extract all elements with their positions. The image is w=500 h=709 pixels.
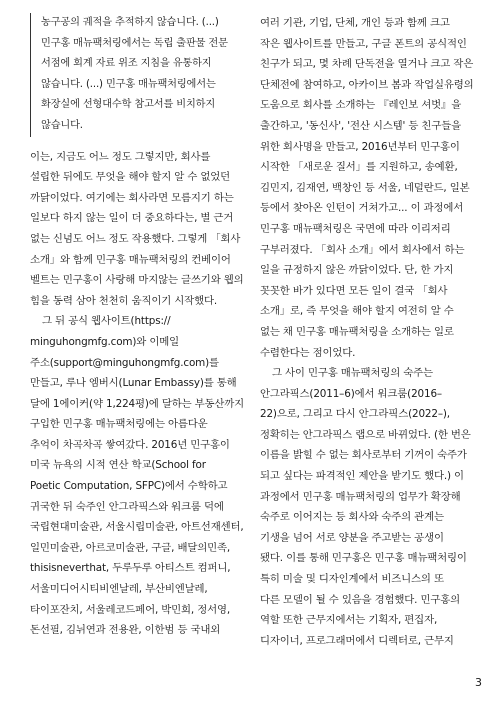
text-line: thisisneverthat, 두루두루 아티스트 컴퍼니, [30,562,231,575]
text-line: 국립현대미술관, 서울시립미술관, 아트선재센터, [30,521,244,534]
text-line: 숙주로 이어지는 등 회사와 숙주의 관계는 [260,511,444,524]
text-line: 정확히는 안그라픽스 랩으로 바뀌었다. (한 번은 [260,428,471,441]
text-line: 설립한 뒤에도 무엇을 해야 할지 알 수 없었던 [30,171,231,184]
text-line: 벨트는 민구홍이 사랑해 마지않는 글쓰기와 웹의 [30,274,244,287]
text-line: 않습니다. (...) 민구홍 매뉴팩처링에서는 [41,78,216,90]
text-line: 과정에서 민구홍 매뉴팩처링의 업무가 확장해 [260,490,461,503]
text-line: 여러 기관, 기업, 단체, 개인 등과 함께 크고 [260,17,450,29]
text-line: 추억이 차곡차곡 쌓여갔다. 2016년 민구홍이 [30,438,230,451]
text-line: 특히 미술 및 디자인계에서 비즈니스의 또 [260,573,444,586]
right-paragraph-2 [260,363,480,651]
text-line: 수렴한다는 점이었다. [260,346,356,359]
text-line: 서점에 회계 자료 위조 지침을 유통하지 [41,58,212,70]
text-line: 그 뒤 공식 웹사이트(https:// [42,315,171,328]
text-line: 구입한 민구홍 매뉴팩처링에는 아름다운 [30,418,208,431]
text-line: 위한 회사명을 만들고, 2016년부터 민구홍이 [260,140,460,153]
text-line: 디자이너, 프로그래머에서 디렉터로, 근무지 [260,634,454,647]
text-line: 김민지, 김재연, 백창인 등 서울, 네덜란드, 일본 [260,181,470,194]
block-quote [30,13,250,137]
left-paragraph-1 [30,147,250,312]
text-line: 민구홍 매뉴팩처링은 국면에 따라 이리저리 [260,222,451,235]
text-line: 단체전에 참여하고, 아카이브 봄과 작업실유령의 [260,78,474,91]
text-line: 등에서 찾아온 인턴이 거쳐가고... 이 과정에서 [260,202,464,215]
text-line: 작은 웹사이트를 만들고, 구글 폰트의 공식적인 [260,37,467,50]
left-column [30,13,250,641]
text-line: 이름을 밝힐 수 없는 회사로부터 기꺼이 숙주가 [260,449,467,462]
text-line: 달에 1에이커(약 1,224평)에 달하는 부동산까지 [30,397,245,410]
right-paragraph-1 [260,13,480,363]
text-line: 소개」와 함께 민구홍 매뉴팩처링의 컨베이어 [30,253,231,266]
text-line: 소개」로, 즉 무엇을 해야 할지 여전히 알 수 [260,305,454,318]
left-paragraph-2 [30,311,250,641]
text-line: 일보다 하지 않는 일이 더 중요하다는, 별 근거 [30,212,234,225]
text-line: 화장실에 선형대수학 참고서를 비치하지 [41,99,216,111]
text-line: 출간하고, '동신사', '전산 시스템' 등 친구들을 [260,119,461,132]
text-line: 친구가 되고, 몇 차례 단독전을 열거나 크고 작은 [260,58,474,71]
text-line: 됐다. 이를 통해 민구홍은 민구홍 매뉴팩처링이 [260,552,467,565]
text-line: 일을 규정하지 않은 까닭이었다. 단, 한 가지 [260,264,454,277]
text-line: 이는, 지금도 어느 정도 그렇지만, 회사를 [30,150,211,163]
right-column [260,13,480,651]
text-line: 서울미디어시티비엔날레, 부산비엔날레, [30,583,208,596]
text-line: 22)으로, 그리고 다시 안그라픽스(2022–), [260,408,450,421]
text-line: 되고 싶다는 파격적인 제안을 받기도 했다.) 이 [260,470,464,483]
text-line: 미국 뉴욕의 시적 연산 학교(School for [30,459,206,472]
text-line: 일민미술관, 아르코미술관, 구글, 배달의민족, [30,541,231,554]
text-line: 주소(support@minguhongmfg.com)를 [30,356,219,369]
text-line: 역할 또한 근무지에서는 기획자, 편집자, [260,614,438,627]
text-line: 않습니다. [41,119,83,131]
text-line: 까닭이었다. 여기에는 회사라면 모름지기 하는 [30,191,234,204]
text-line: 기생을 넘어 서로 양분을 주고받는 공생이 [260,531,444,544]
text-line: Poetic Computation, SFPC)에서 수학하고 [30,480,228,493]
text-line: 농구공의 궤적을 추적하지 않습니다. (...) [41,17,219,28]
text-line: 다른 모델이 될 수 있음을 경험했다. 민구홍의 [260,593,461,606]
text-line: 민구홍 매뉴팩처링에서는 독립 출판물 전문 [41,37,228,49]
text-line: 귀국한 뒤 숙주인 안그라픽스와 워크룸 덕에 [30,500,224,513]
text-line: 시작한 「새로운 질서」를 지원하고, 송예환, [260,161,458,174]
page-number: 3 [475,676,482,689]
text-line: 꼿꼿한 바가 있다면 모든 일이 결국 「회사 [260,284,448,297]
text-line: 구부러졌다. 「회사 소개」에서 회사에서 하는 [260,243,465,256]
text-line: 돈선필, 김뉘연과 전용완, 이한범 등 국내외 [30,624,221,637]
text-line: 힘을 동력 삼아 천천히 움직이기 시작했다. [30,294,218,307]
text-line: minguhongmfg.com)와 이메일 [30,335,179,348]
text-line: 그 사이 민구홍 매뉴팩처링의 숙주는 [272,367,433,380]
text-line: 타이포잔치, 서울레코드페어, 박민희, 정서영, [30,603,231,616]
text-line: 안그라픽스(2011–6)에서 워크룸(2016– [260,387,442,400]
text-line: 도움으로 회사를 소개하는 『레인보 셔벗』을 [260,99,462,112]
text-line: 만들고, 루나 엠버시(Lunar Embassy)를 통해 [30,377,237,390]
text-line: 없는 신념도 어느 정도 작용했다. 그렇게 「회사 [30,232,241,245]
text-line: 없는 채 민구홍 매뉴팩처링을 소개하는 일로 [260,325,454,338]
